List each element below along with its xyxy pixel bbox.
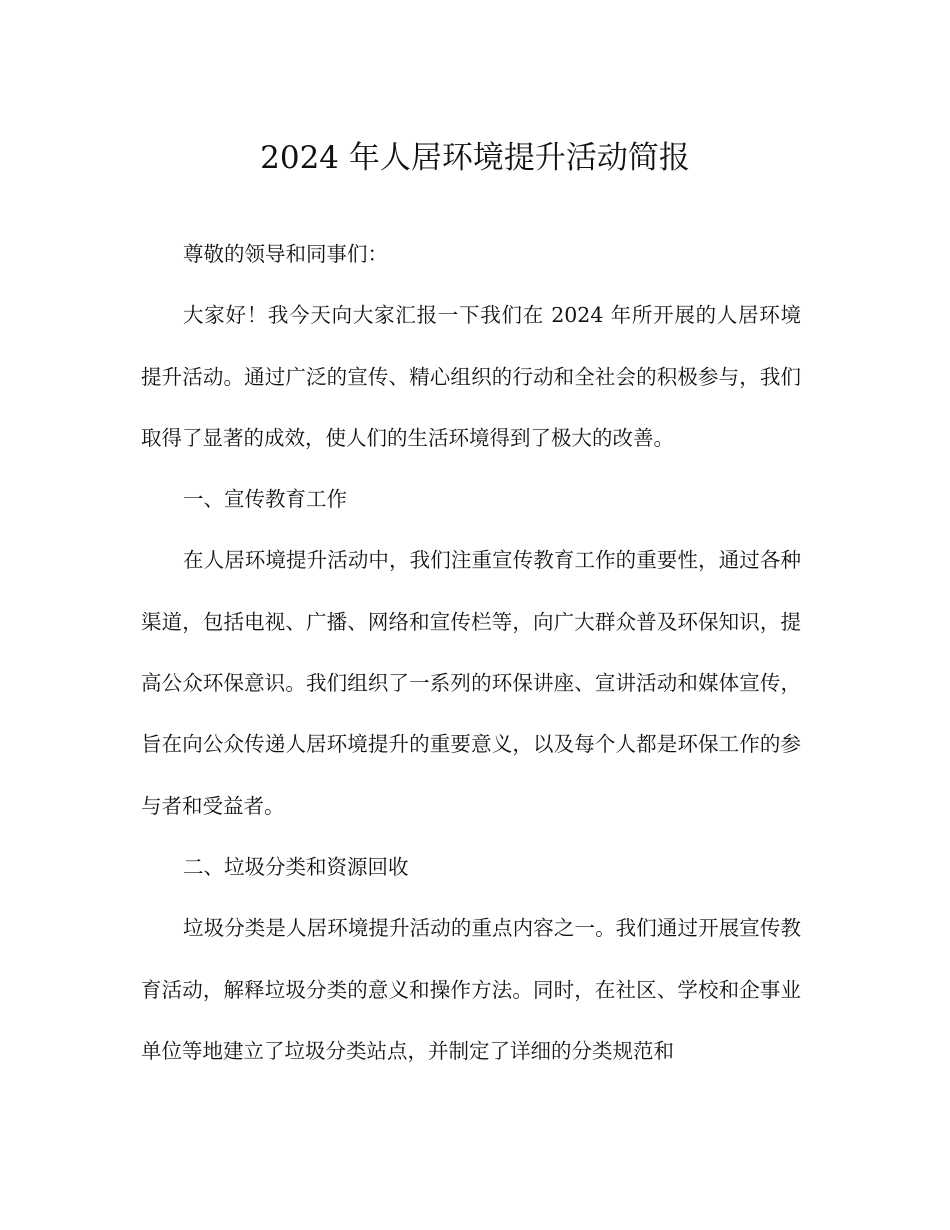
intro-paragraph: 大家好！我今天向大家汇报一下我们在 2024 年所开展的人居环境提升活动。通过广泛的宣传、精心组织的行动和全社会的积极参与，我们取得了显著的成效，使人们的生活环境得到了极大的改善。 <box>141 303 801 450</box>
greeting-paragraph: 尊敬的领导和同事们： <box>183 242 388 266</box>
document-body <box>141 224 801 1082</box>
section-paragraph-publicity: 在人居环境提升活动中，我们注重宣传教育工作的重要性，通过各种渠道，包括电视、广播、网络和宣传栏等，向广大群众普及环保知识，提高公众环保意识。我们组织了一系列的环保讲座、宣讲活动和媒体宣传，旨在向公众传递人居环境提升的重要意义，以及每个人都是环保工作的参与者和受益者。 <box>141 548 801 818</box>
section-paragraph-waste-sorting: 垃圾分类是人居环境提升活动的重点内容之一。我们通过开展宣传教育活动，解释垃圾分类的意义和操作方法。同时，在社区、学校和企事业单位等地建立了垃圾分类站点，并制定了详细的分类规范和 <box>141 916 801 1063</box>
section-heading-waste-sorting: 二、垃圾分类和资源回收 <box>183 854 409 879</box>
document-title: 2024 年人居环境提升活动简报 <box>260 140 690 176</box>
section-heading-publicity: 一、宣传教育工作 <box>183 487 347 512</box>
